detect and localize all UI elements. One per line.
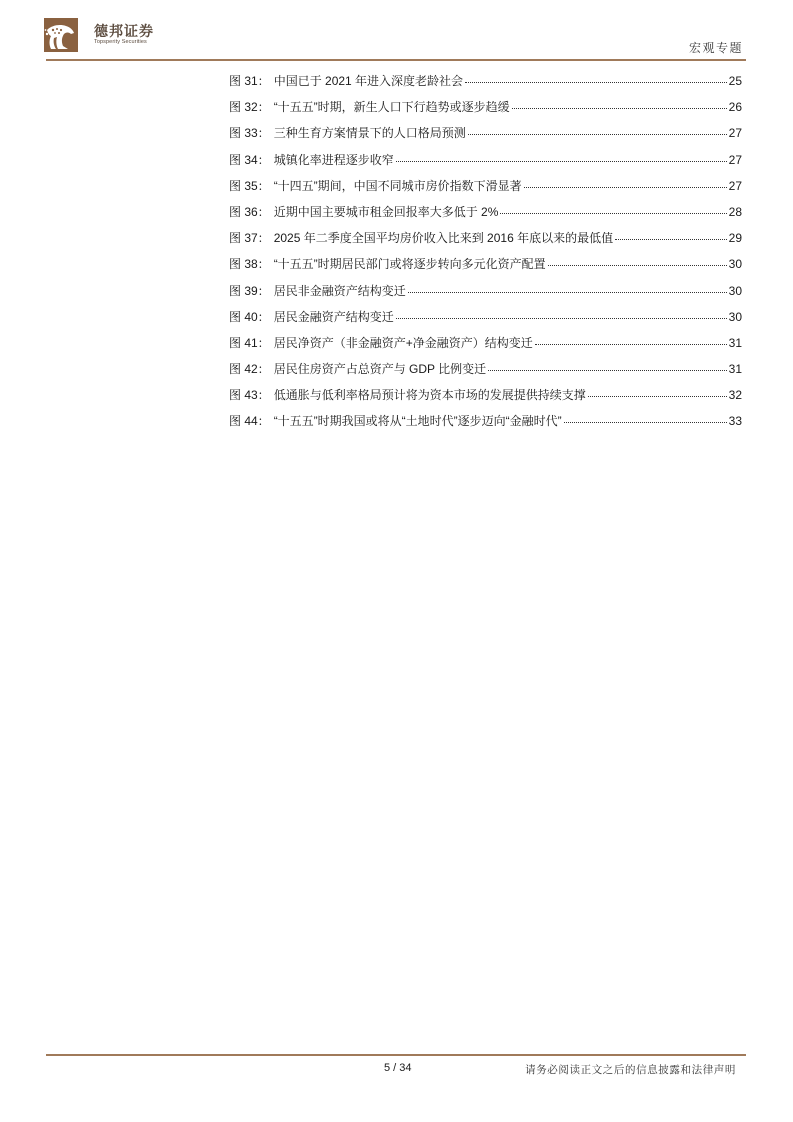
figure-title: 2025 年二季度全国平均房价收入比来到 2016 年底以来的最低值 [273, 231, 614, 246]
toc-entry[interactable] [229, 360, 742, 386]
figure-number: 图 40： [229, 309, 270, 324]
toc-entry[interactable] [229, 308, 742, 334]
dot-leader [488, 370, 726, 371]
page-number: 26 [728, 100, 742, 115]
page-number: 28 [728, 204, 742, 219]
dot-leader [512, 108, 727, 109]
page-number: 33 [728, 414, 742, 429]
figure-number: 图 43： [229, 388, 270, 403]
toc-entry[interactable] [229, 386, 742, 412]
legal-disclaimer: 请务必阅读正文之后的信息披露和法律声明 [525, 1064, 736, 1076]
toc-entry[interactable] [229, 229, 742, 255]
page-number: 27 [728, 178, 742, 193]
figure-number: 图 37： [229, 231, 270, 246]
figure-title: “十五五”时期居民部门或将逐步转向多元化资产配置 [273, 257, 546, 272]
figure-title: 居民金融资产结构变迁 [273, 309, 394, 324]
logo-name-en: Topsperity Securities [94, 39, 147, 46]
dot-leader [524, 187, 727, 188]
dot-leader [535, 344, 727, 345]
figure-title: “十四五”期间，中国不同城市房价指数下滑显著 [273, 178, 522, 193]
figure-number: 图 31： [229, 74, 270, 88]
page-header [0, 0, 793, 64]
figure-title: “十五五”时期，新生人口下行趋势或逐步趋缓 [273, 100, 510, 115]
figure-title: 居民非金融资产结构变迁 [273, 283, 406, 298]
toc-entry[interactable] [229, 334, 742, 360]
figure-number: 图 35： [229, 178, 270, 193]
toc-entry[interactable] [229, 255, 742, 281]
figure-title: “十五五”时期我国或将从“土地时代”逐步迈向“金融时代” [273, 414, 562, 429]
header-divider [46, 59, 746, 61]
toc-entry[interactable] [229, 124, 742, 150]
figure-title: 近期中国主要城市租金回报率大多低于 2% [273, 204, 499, 219]
leopard-logo-icon [44, 18, 78, 52]
dot-leader [500, 213, 726, 214]
dot-leader [468, 134, 727, 135]
figure-number: 图 38： [229, 257, 270, 272]
figure-title: 城镇化率进程逐步收窄 [273, 152, 394, 167]
figure-number: 图 36： [229, 204, 270, 219]
page-number: 31 [728, 335, 742, 350]
footer-divider [46, 1054, 746, 1056]
figure-table-of-contents [229, 72, 742, 439]
section-title: 宏观专题 [688, 41, 743, 55]
figure-number: 图 39： [229, 283, 270, 298]
page-number: 27 [728, 152, 742, 167]
dot-leader [408, 292, 727, 293]
page-indicator: 5 / 34 [384, 1062, 412, 1074]
figure-number: 图 33： [229, 126, 270, 141]
dot-leader [588, 396, 727, 397]
dot-leader [396, 161, 727, 162]
figure-number: 图 41： [229, 335, 270, 350]
figure-title: 中国已于 2021 年进入深度老龄社会 [273, 74, 464, 88]
toc-entry[interactable] [229, 151, 742, 177]
dot-leader [465, 82, 727, 83]
company-logo [44, 18, 154, 52]
figure-title: 低通胀与低利率格局预计将为资本市场的发展提供持续支撑 [273, 388, 586, 403]
figure-number: 图 32： [229, 100, 270, 115]
figure-title: 居民净资产（非金融资产+净金融资产）结构变迁 [273, 335, 533, 350]
figure-number: 图 34： [229, 152, 270, 167]
page-number: 31 [728, 362, 742, 377]
page-number: 25 [728, 74, 742, 88]
dot-leader [615, 239, 727, 240]
toc-entry[interactable] [229, 177, 742, 203]
toc-entry[interactable] [229, 98, 742, 124]
figure-title: 居民住房资产占总资产与 GDP 比例变迁 [273, 362, 487, 377]
page-number: 32 [728, 388, 742, 403]
logo-name-cn: 德邦证券 [94, 23, 154, 40]
toc-entry[interactable] [229, 282, 742, 308]
dot-leader [548, 265, 727, 266]
toc-entry[interactable] [229, 203, 742, 229]
figure-number: 图 42： [229, 362, 270, 377]
toc-entry[interactable] [229, 412, 742, 438]
page-number: 27 [728, 126, 742, 141]
dot-leader [396, 318, 727, 319]
dot-leader [564, 422, 727, 423]
page-number: 30 [728, 257, 742, 272]
page-number: 30 [728, 309, 742, 324]
page-number: 29 [728, 231, 742, 246]
page-number: 30 [728, 283, 742, 298]
figure-number: 图 44： [229, 414, 270, 429]
toc-entry[interactable] [229, 72, 742, 98]
figure-title: 三种生育方案情景下的人口格局预测 [273, 126, 466, 141]
